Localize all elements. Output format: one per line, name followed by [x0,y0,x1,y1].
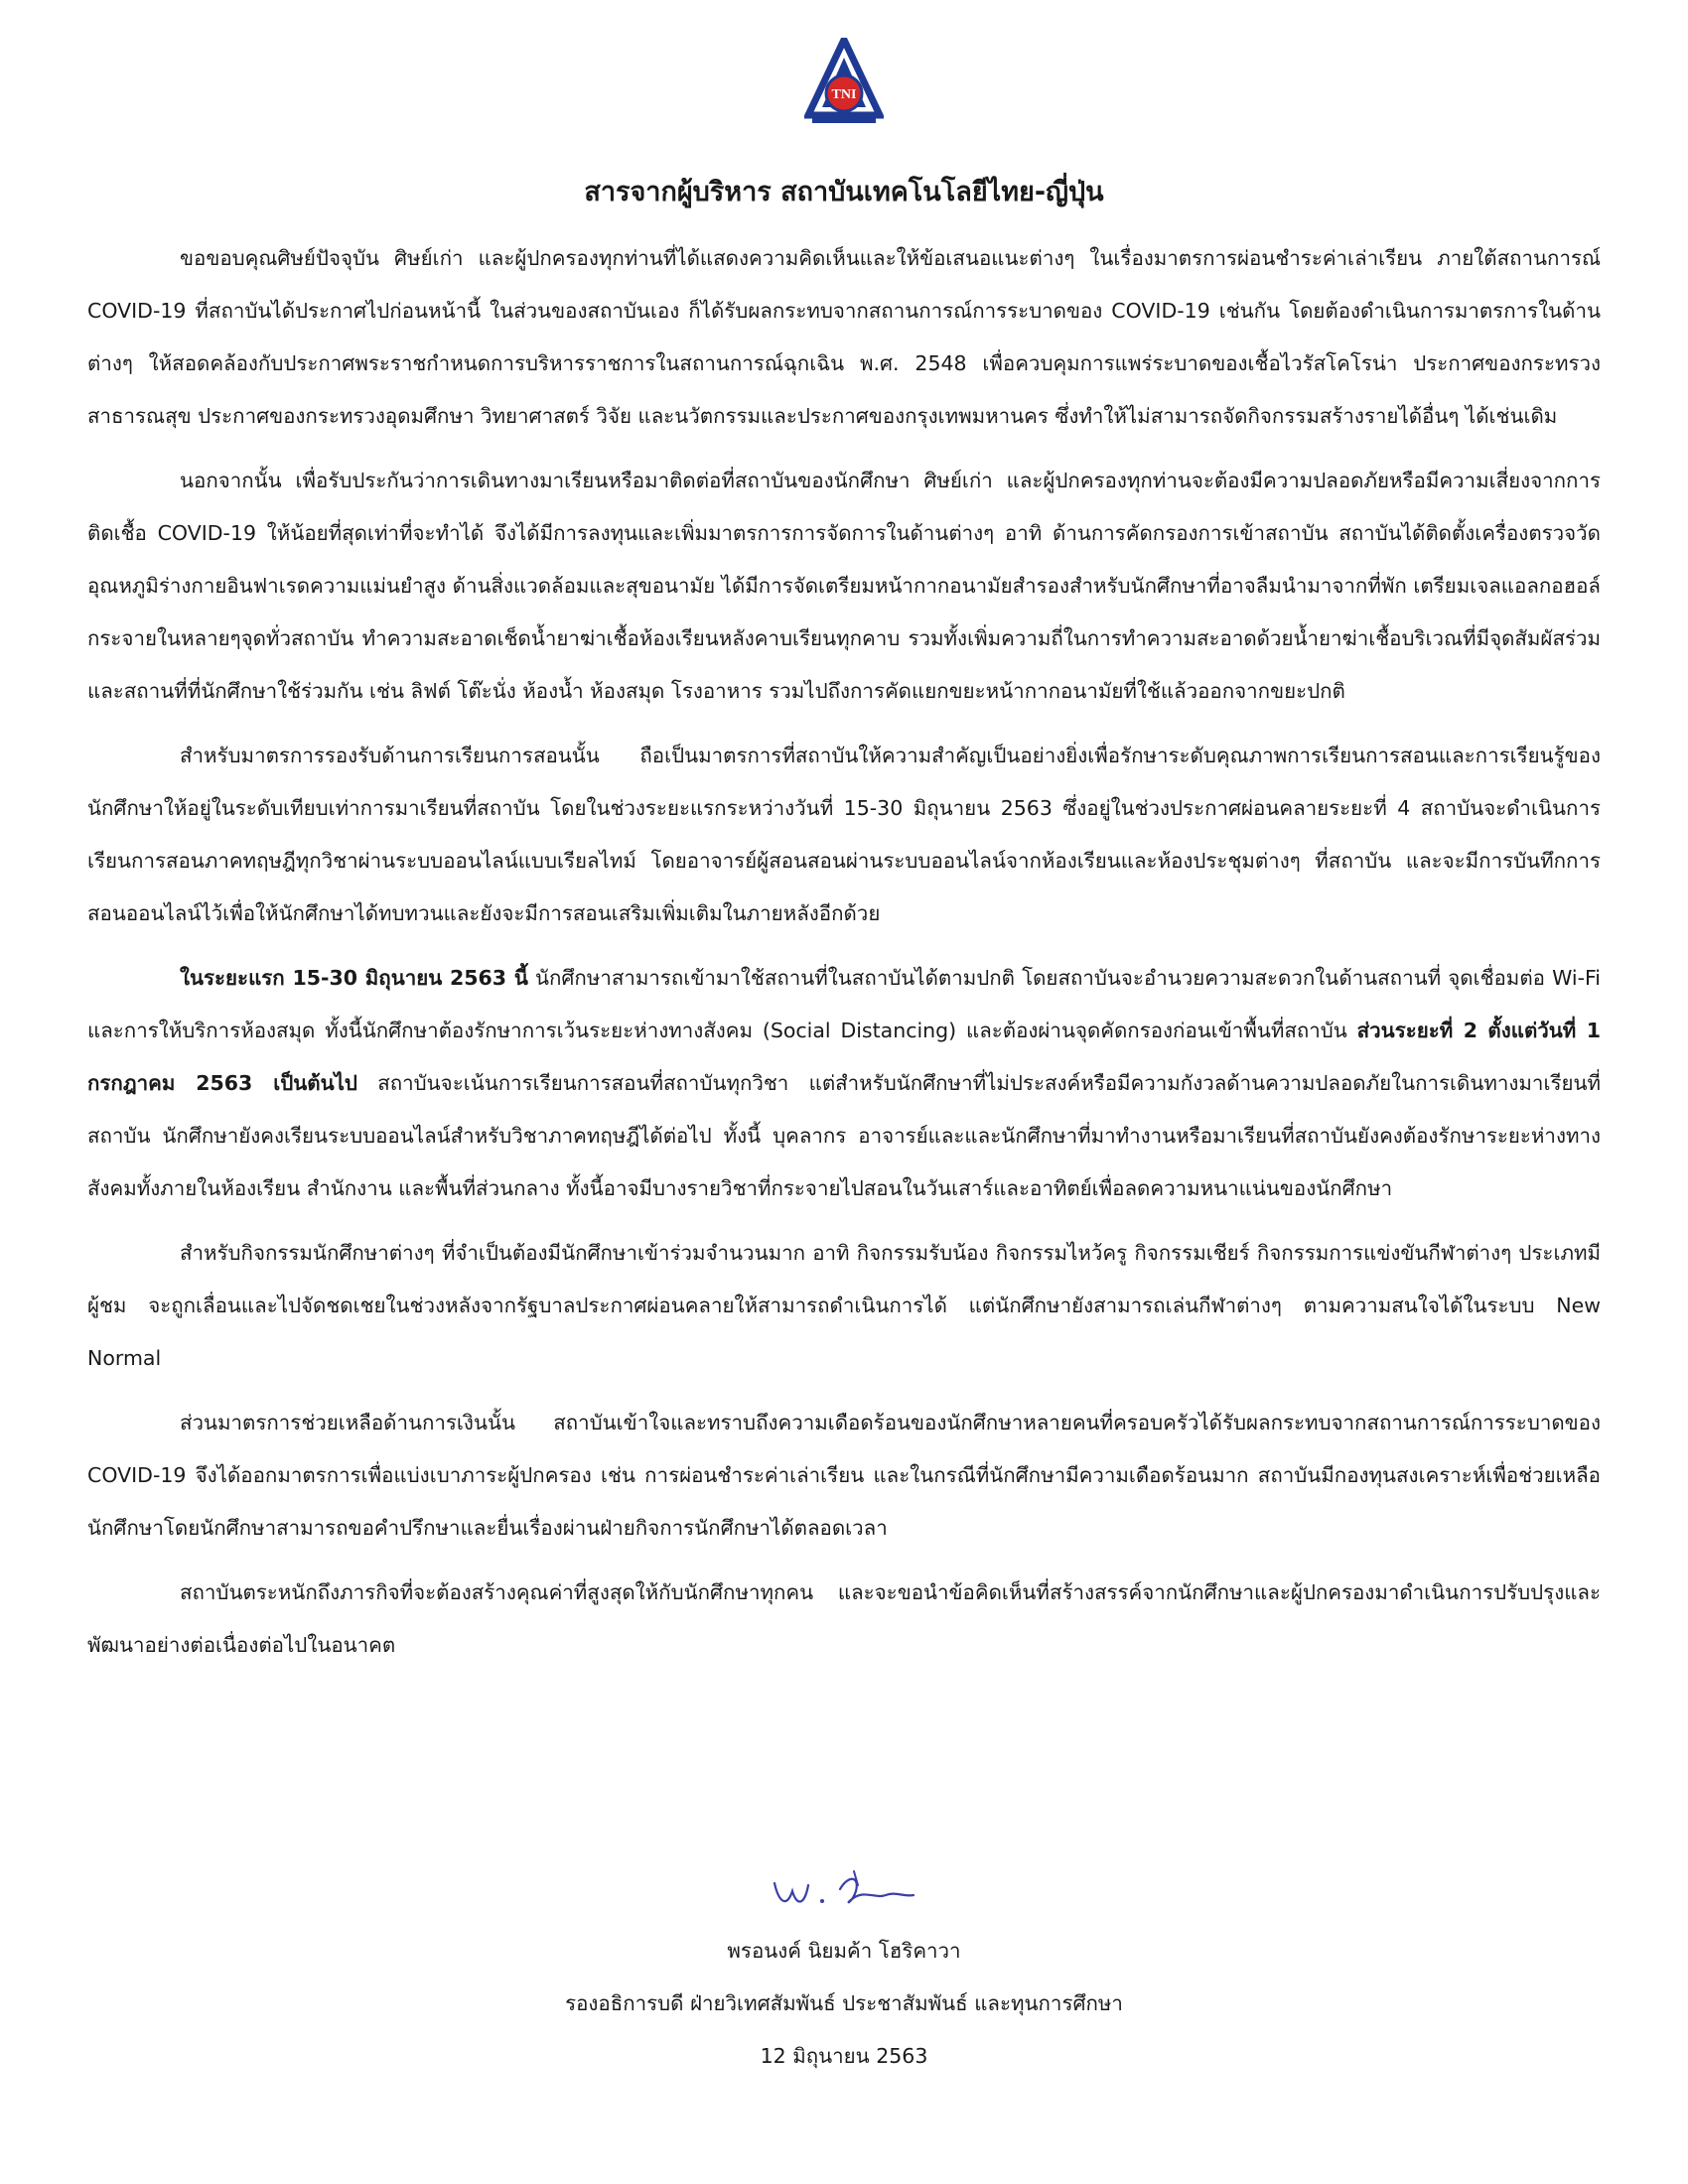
paragraph-6: ส่วนมาตรการช่วยเหลือด้านการเงินนั้น สถาบันเข้าใจและทราบถึงความเดือดร้อนของนักศึกษาหลายคนที่ครอบครัวได้รับผลกระทบจากสถานการณ์การระบาดของ COVID-19 จึงได้ออกมาตรการเพื่อแบ่งเบาภาระผู้ปกครอง เช่น การผ่อนชำระค่าเล่าเรียน และในกรณีที่นักศึกษามีความเดือดร้อนมาก สถาบันมีกองทุนสงเคราะห์เพื่อช่วยเหลือนักศึกษาโดยนักศึกษาสามารถขอคำปรึกษาและยื่นเรื่องผ่านฝ่ายกิจการนักศึกษาได้ตลอดเวลา [87,1411,1601,1540]
signature-block [0,1861,1688,2083]
paragraph-7: สถาบันตระหนักถึงภารกิจที่จะต้องสร้างคุณค่าที่สูงสุดให้กับนักศึกษาทุกคน และจะขอนำข้อคิดเห็นที่สร้างสรรค์จากนักศึกษาและผู้ปกครองมาดำเนินการปรับปรุงและพัฒนาอย่างต่อเนื่องต่อไปในอนาคต [87,1580,1601,1657]
letter-date: 12 มิถุนายน 2563 [760,2044,928,2068]
signatory-position: รองอธิการบดี ฝ่ายวิเทศสัมพันธ์ ประชาสัมพันธ์ และทุนการศึกษา [565,1991,1123,2015]
handwritten-signature [765,1861,923,1921]
page-title: สารจากผู้บริหาร สถาบันเทคโนโลยีไทย-ญี่ปุ่น [584,177,1104,207]
svg-text:TNI: TNI [831,87,857,102]
paragraph-3: สำหรับมาตรการรองรับด้านการเรียนการสอนนั้น ถือเป็นมาตรการที่สถาบันให้ความสำคัญเป็นอย่างยิ่งเพื่อรักษาระดับคุณภาพการเรียนการสอนและการเรียนรู้ของนักศึกษาให้อยู่ในระดับเทียบเท่าการมาเรียนที่สถาบัน โดยในช่วงระยะแรกระหว่างวันที่ 15-30 มิถุนายน 2563 ซึ่งอยู่ในช่วงประกาศผ่อนคลายระยะที่ 4 สถาบันจะดำเนินการเรียนการสอนภาคทฤษฎีทุกวิชาผ่านระบบออนไลน์แบบเรียลไทม์ โดยอาจารย์ผู้สอนสอนผ่านระบบออนไลน์จากห้องเรียนและห้องประชุมต่างๆ ที่สถาบัน และจะมีการบันทึกการสอนออนไลน์ไว้เพื่อให้นักศึกษาได้ทบทวนและยังจะมีการสอนเสริมเพิ่มเติมในภายหลังอีกด้วย [87,744,1601,925]
phase-2-heading: ส่วนระยะที่ 2 ตั้งแต่วันที่ 1 กรกฎาคม 2563 เป็นต้นไป [87,1019,1602,1095]
paragraph-4 [87,952,1601,1215]
paragraph-1: ขอขอบคุณศิษย์ปัจจุบัน ศิษย์เก่า และผู้ปกครองทุกท่านที่ได้แสดงความคิดเห็นและให้ข้อเสนอแนะต่างๆ ในเรื่องมาตรการผ่อนชำระค่าเล่าเรียน ภายใต้สถานการณ์ COVID-19 ที่สถาบันได้ประกาศไปก่อนหน้านี้ ในส่วนของสถาบันเอง ก็ได้รับผลกระทบจากสถานการณ์การระบาดของ COVID-19 เช่นกัน โดยต้องดำเนินการมาตรการในด้านต่างๆ ให้สอดคล้องกับประกาศพระราชกำหนดการบริหารราชการในสถานการณ์ฉุกเฉิน พ.ศ. 2548 เพื่อควบคุมการแพร่ระบาดของเชื้อไวรัสโคโรน่า ประกาศของกระทรวงสาธารณสุข ประกาศของกระทรวงอุดมศึกษา วิทยาศาสตร์ วิจัย และนวัตกรรมและประกาศของกรุงเทพมหานคร ซึ่งทำให้ไม่สามารถจัดกิจกรรมสร้างรายได้อื่นๆ ได้เช่นเดิม [87,246,1601,428]
phase-2-text: สถาบันจะเน้นการเรียนการสอนที่สถาบันทุกวิชา แต่สำหรับนักศึกษาที่ไม่ประสงค์หรือมีความกังวลด้านความปลอดภัยในการเดินทางมาเรียนที่สถาบัน นักศึกษายังคงเรียนระบบออนไลน์สำหรับวิชาภาคทฤษฎีได้ต่อไป ทั้งนี้ บุคลากร อาจารย์และและนักศึกษาที่มาทำงานหรือมาเรียนที่สถาบันยังคงต้องรักษาระยะห่างทางสังคมทั้งภายในห้องเรียน สำนักงาน และพื้นที่ส่วนกลาง ทั้งนี้อาจมีบางรายวิชาที่กระจายไปสอนในวันเสาร์และอาทิตย์เพื่อลดความหนาแน่นของนักศึกษา [87,1071,1601,1200]
paragraph-5: สำหรับกิจกรรมนักศึกษาต่างๆ ที่จำเป็นต้องมีนักศึกษาเข้าร่วมจำนวนมาก อาทิ กิจกรรมรับน้อง กิจกรรมไหว้ครู กิจกรรมเชียร์ กิจกรรมการแข่งขันกีฬาต่างๆ ประเภทมีผู้ชม จะถูกเลื่อนและไปจัดชดเชยในช่วงหลังจากรัฐบาลประกาศผ่อนคลายให้สามารถดำเนินการได้ แต่นักศึกษายังสามารถเล่นกีฬาต่างๆ ตามความสนใจได้ในระบบ New Normal [87,1241,1601,1370]
phase-1-heading: ในระยะแรก 15-30 มิถุนายน 2563 นี้ [180,966,528,990]
letter-body [87,232,1601,1684]
phase-1-text: นักศึกษาสามารถเข้ามาใช้สถานที่ในสถาบันได้ตามปกติ โดยสถาบันจะอำนวยความสะดวกในด้านสถานที่ จุดเชื่อมต่อ Wi-Fi และการให้บริการห้องสมุด ทั้งนี้นักศึกษาต้องรักษาการเว้นระยะห่างทางสังคม (Social Distancing) และต้องผ่านจุดคัดกรองก่อนเข้าพื้นที่สถาบัน [87,966,1601,1042]
tni-logo [804,38,884,125]
paragraph-2: นอกจากนั้น เพื่อรับประกันว่าการเดินทางมาเรียนหรือมาติดต่อที่สถาบันของนักศึกษา ศิษย์เก่า และผู้ปกครองทุกท่านจะต้องมีความปลอดภัยหรือมีความเสี่ยงจากการติดเชื้อ COVID-19 ให้น้อยที่สุดเท่าที่จะทำได้ จึงได้มีการลงทุนและเพิ่มมาตรการการจัดการในด้านต่างๆ อาทิ ด้านการคัดกรองการเข้าสถาบัน สถาบันได้ติดตั้งเครื่องตรวจวัดอุณหภูมิร่างกายอินฟาเรดความแม่นยำสูง ด้านสิ่งแวดล้อมและสุขอนามัย ได้มีการจัดเตรียมหน้ากากอนามัยสำรองสำหรับนักศึกษาที่อาจลืมนำมาจากที่พัก เตรียมเจลแอลกอฮอล์กระจายในหลายๆจุดทั่วสถาบัน ทำความสะอาดเช็ดน้ำยาฆ่าเชื้อห้องเรียนหลังคาบเรียนทุกคาบ รวมทั้งเพิ่มความถี่ในการทำความสะอาดด้วยน้ำยาฆ่าเชื้อบริเวณที่มีจุดสัมผัสร่วมและสถานที่ที่นักศึกษาใช้ร่วมกัน เช่น ลิฟต์ โต๊ะนั่ง ห้องน้ำ ห้องสมุด โรงอาหาร รวมไปถึงการคัดแยกขยะหน้ากากอนามัยที่ใช้แล้วออกจากขยะปกติ [87,469,1601,703]
signatory-name: พรอนงค์ นิยมค้า โฮริคาวา [727,1939,961,1963]
